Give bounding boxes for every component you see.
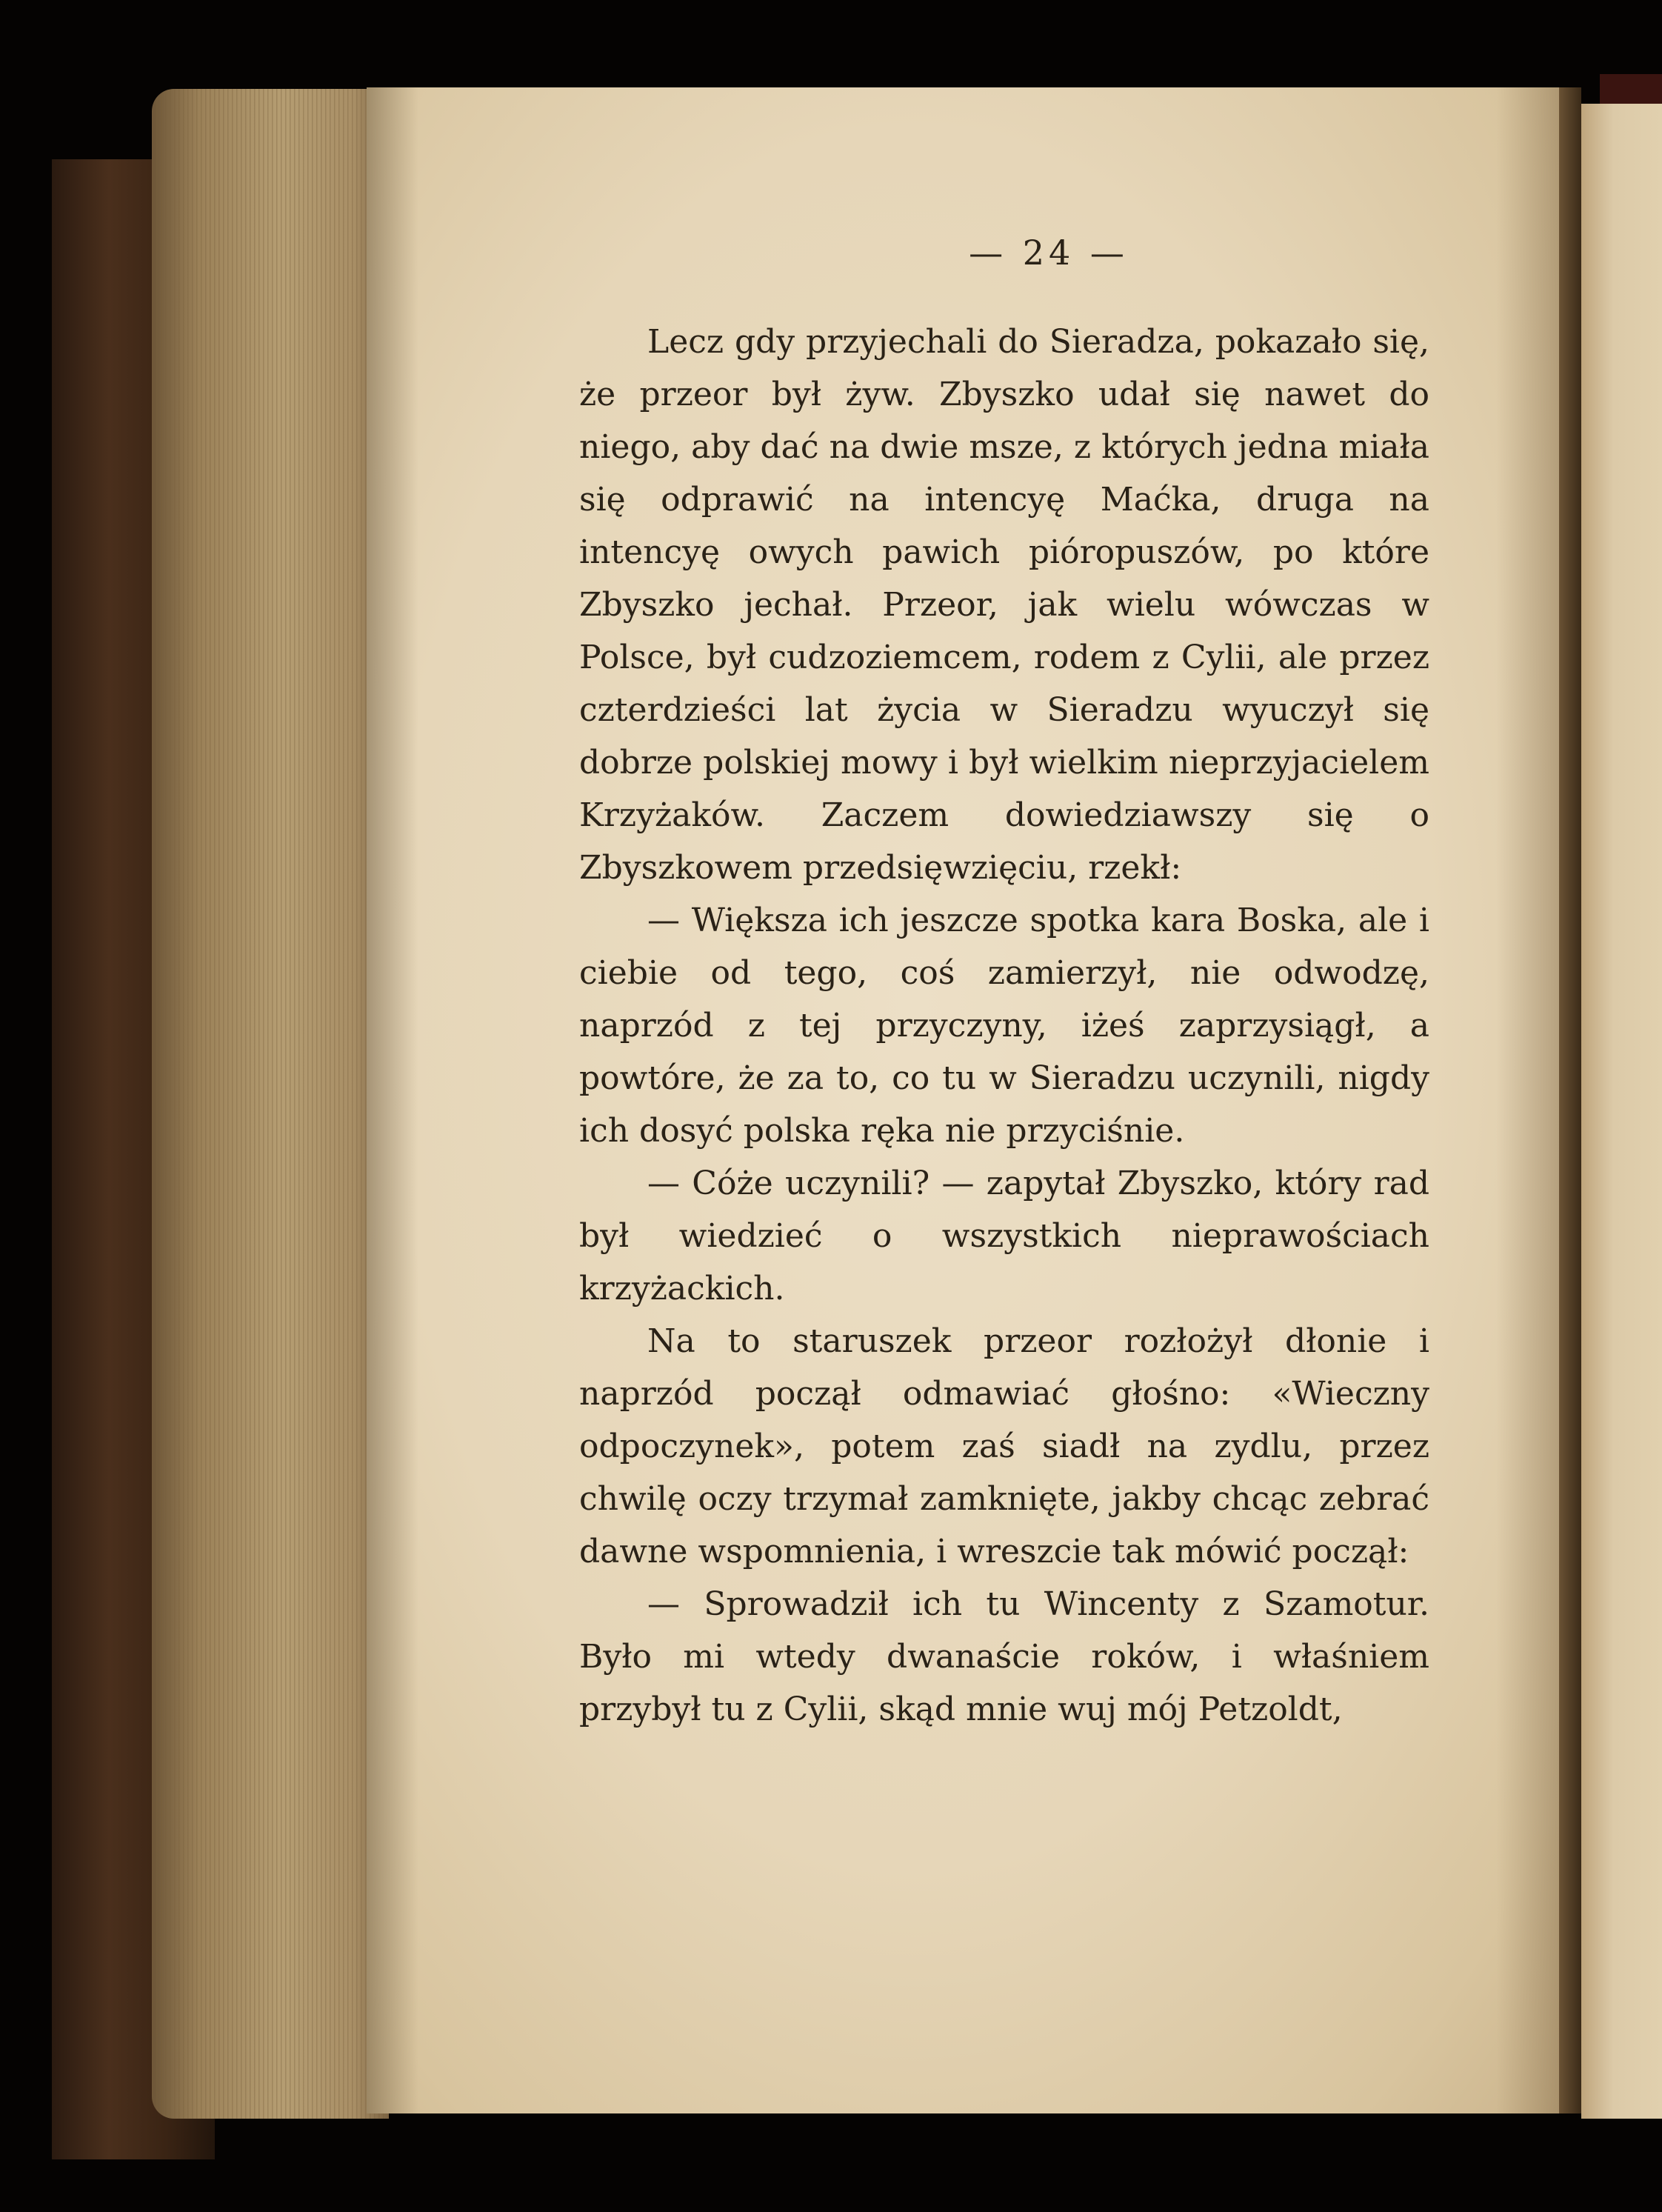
paragraph-2: — Większa ich jeszcze spotka kara Boska, ale i ciebie od tego, coś zamierzył, nie odwodzę, naprzód z tej przyczyny, iżeś zaprzysiągł, a powtóre, że za to, co tu w Sieradzu uczynili, nigdy ich dosyć polska ręka nie przyciśnie. <box>579 902 1429 1150</box>
page-shade-left <box>367 87 418 2113</box>
page-number: — 24 — <box>969 233 1129 273</box>
facing-page-corner <box>1600 74 1662 104</box>
paragraph-1: Lecz gdy przyjechali do Sieradza, pokazało się, że przeor był żyw. Zbyszko udał się nawet do niego, aby dać na dwie msze, z których jedna miała się odprawić na intencyę Maćka, druga na intencyę owych pawich pióropuszów, po które Zbyszko jechał. Przeor, jak wielu wówczas w Polsce, był cudzoziemcem, rodem z Cylii, ale przez czterdzieści lat życia w Sieradzu wyuczył się dobrze polskiej mowy i był wielkim nieprzyjacielem Krzyżaków. Zaczem dowiedziawszy się o Zbyszkowem przedsięwzięciu, rzekł: <box>579 323 1429 887</box>
book-gutter <box>1559 87 1581 2113</box>
paragraph-4: Na to staruszek przeor rozłożył dłonie i naprzód począł odmawiać głośno: «Wieczny odpoczynek», potem zaś siadł na zydlu, przez chwilę oczy trzymał zamknięte, jakby chcąc zebrać dawne wspomnienia, i wreszcie tak mówić począł: <box>579 1322 1429 1570</box>
facing-page <box>1581 104 1662 2119</box>
paragraph-3: — Cóże uczynili? — zapytał Zbyszko, który rad był wiedzieć o wszystkich nieprawościach krzyżackich. <box>579 1165 1429 1307</box>
page-edges <box>152 89 389 2119</box>
paragraph-5: — Sprowadził ich tu Wincenty z Szamotur. Było mi wtedy dwanaście roków, i właśniem przybył tu z Cylii, skąd mnie wuj mój Petzoldt, <box>579 1585 1429 1728</box>
text-block <box>579 233 1429 1736</box>
